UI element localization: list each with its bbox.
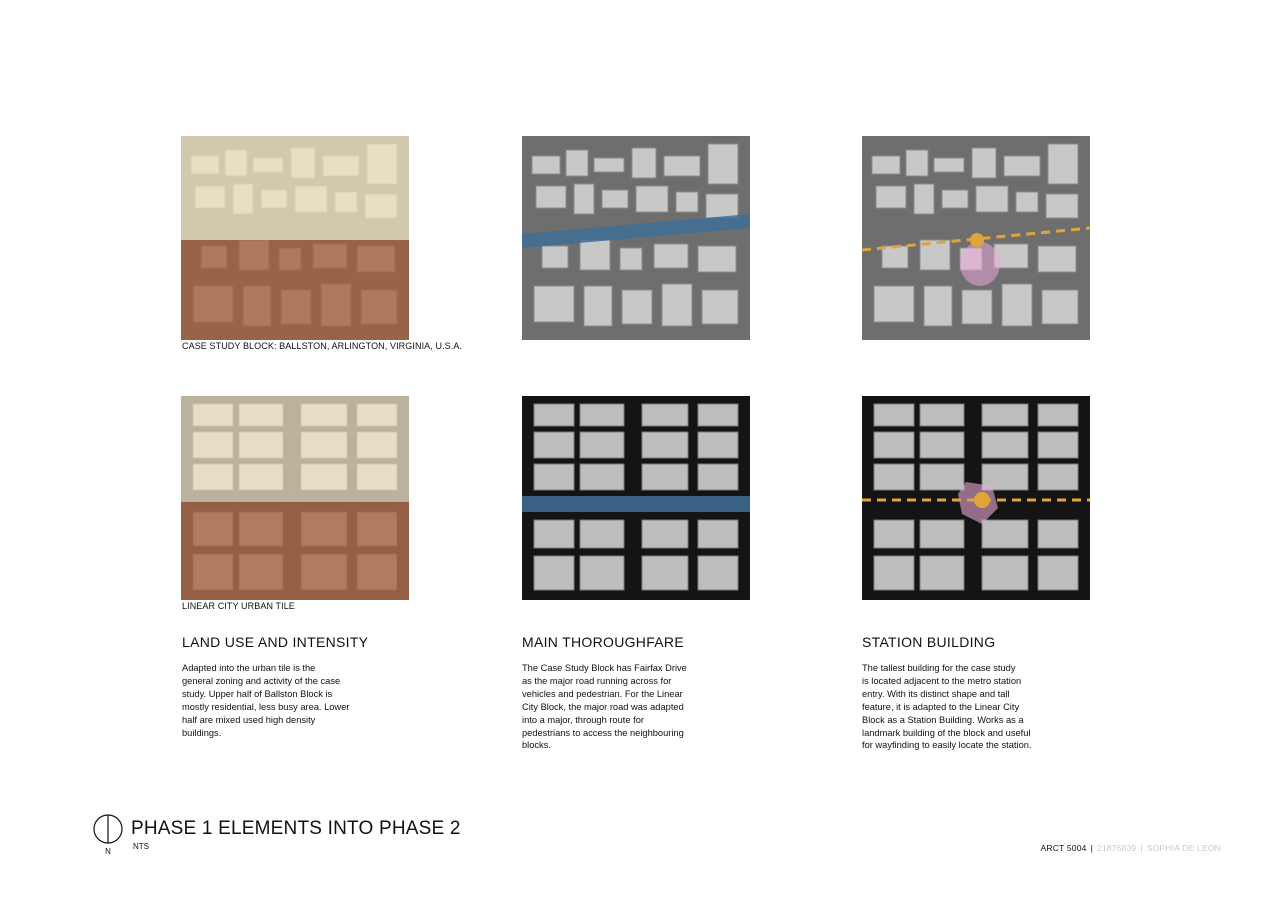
thoroughfare-description-line: The Case Study Block has Fairfax Drive <box>522 663 687 673</box>
case-study-thoroughfare-model <box>522 136 750 340</box>
station-building-description-line: Block as a Station Building. Works as a <box>862 714 1024 725</box>
station-building-description <box>862 662 1032 752</box>
footer-credits: ARCT 5004 | 21876839 | SOPHIA DE LEON <box>1040 843 1221 853</box>
station-building-description-line: landmark building of the block and useful <box>862 727 1031 738</box>
land-use-heading: LAND USE AND INTENSITY <box>182 634 369 650</box>
station-building-description-line: is located adjacent to the metro station <box>862 675 1022 686</box>
case-study-caption: CASE STUDY BLOCK: BALLSTON, ARLINGTON, VIRGINIA, U.S.A. <box>182 341 463 351</box>
residential-zone-overlay <box>181 136 409 240</box>
urban-tile-thoroughfare-svg <box>522 396 750 600</box>
tile-residential-zone-overlay <box>181 396 409 502</box>
land-use-description-line: half are mixed used high density <box>182 714 316 725</box>
station-marker <box>970 233 984 247</box>
station-building-description-line: for wayfinding to easily locate the station. <box>862 740 1032 751</box>
urban-tile-caption: LINEAR CITY URBAN TILE <box>182 601 295 611</box>
land-use-description-line: mostly residential, less busy area. Lower <box>182 701 350 712</box>
page-title: PHASE 1 ELEMENTS INTO PHASE 2 <box>131 818 461 839</box>
north-arrow-icon <box>93 814 123 856</box>
north-label: N <box>105 847 111 856</box>
urban-tile-land-use-svg <box>181 396 409 600</box>
thoroughfare-description-line: into a major, through route for <box>522 714 644 725</box>
tile-mixed-use-zone-overlay <box>181 502 409 600</box>
scale-label: NTS <box>133 842 149 851</box>
tile-main-road-overlay <box>522 496 750 512</box>
land-use-description-line: buildings. <box>182 727 222 738</box>
case-study-land-use-svg <box>181 136 409 340</box>
thoroughfare-description-line: as the major road running across for <box>522 675 672 686</box>
author-name: SOPHIA DE LEON <box>1146 843 1221 853</box>
land-use-description <box>182 662 349 739</box>
thoroughfare-description-line: blocks. <box>522 740 551 751</box>
case-study-land-use-model <box>181 136 409 340</box>
station-building-description-line: feature, it is adapted to the Linear City <box>862 701 1020 712</box>
station-building-highlight <box>960 242 1000 286</box>
urban-tile-thoroughfare-model <box>522 396 750 600</box>
thoroughfare-description-line: City Block, the major road was adapted <box>522 701 684 712</box>
urban-tile-station-svg <box>862 396 1090 600</box>
land-use-description-line: Adapted into the urban tile is the <box>182 663 316 673</box>
station-building-heading: STATION BUILDING <box>862 634 996 650</box>
thoroughfare-description-line: vehicles and pedestrian. For the Linear <box>522 688 683 699</box>
urban-tile-land-use-model <box>181 396 409 600</box>
land-use-description-line: general zoning and activity of the case <box>182 675 341 686</box>
station-building-description-line: The tallest building for the case study <box>862 663 1016 673</box>
tile-station-marker <box>974 492 990 508</box>
urban-tile-station-model <box>862 396 1090 600</box>
course-code: ARCT 5004 <box>1040 843 1087 853</box>
thoroughfare-description-line: pedestrians to access the neighbouring <box>522 727 684 738</box>
case-study-thoroughfare-svg <box>522 136 750 340</box>
student-id: 21876839 <box>1097 843 1137 853</box>
thoroughfare-heading: MAIN THOROUGHFARE <box>522 634 684 650</box>
footer-separator: | <box>1090 843 1094 853</box>
thoroughfare-description <box>522 662 687 752</box>
case-study-station-model <box>862 136 1090 340</box>
mixed-use-zone-overlay <box>181 240 409 340</box>
station-building-description-line: entry. With its distinct shape and tall <box>862 688 1010 699</box>
case-study-station-svg <box>862 136 1090 340</box>
land-use-description-line: study. Upper half of Ballston Block is <box>182 688 333 699</box>
